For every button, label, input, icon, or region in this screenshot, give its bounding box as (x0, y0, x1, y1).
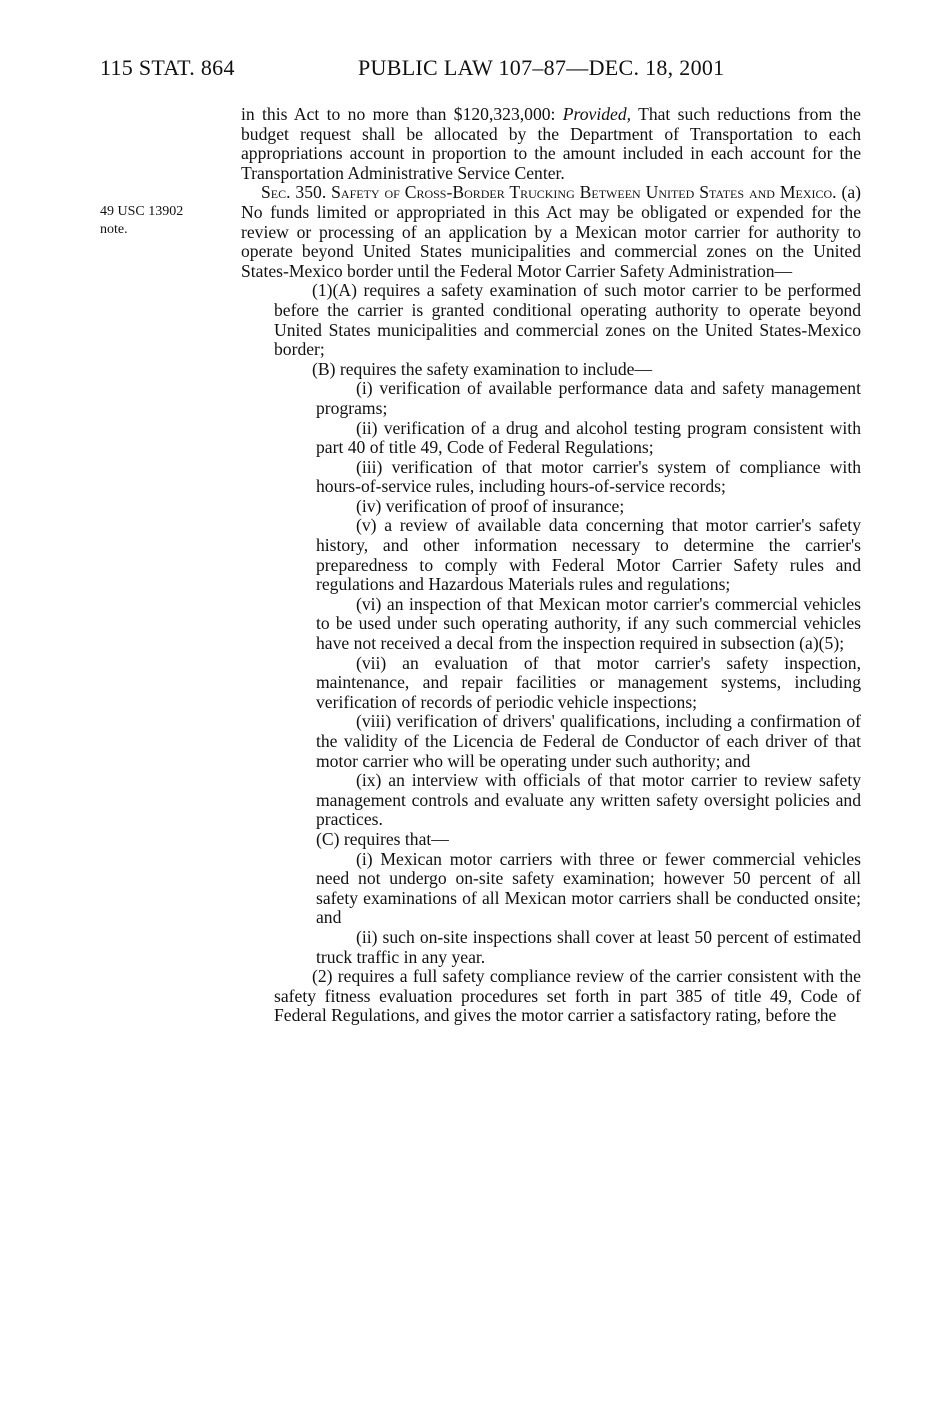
clause-B-vi: (vi) an inspection of that Mexican motor carrier's commercial vehicles to be used under such operating authority, if any such commercial vehicles have not received a decal from the inspection required in subsection (a)(5); (316, 593, 861, 654)
margin-note-citation: 49 USC 13902 (100, 204, 184, 219)
section-350-paragraph (241, 183, 861, 281)
paragraph-2: (2) requires a full safety compliance review of the carrier consistent with the safety fitness evaluation procedures set forth in part 385 of title 49, Code of Federal Regulations, and gives the motor carrier a satisfactory rating, before the (274, 966, 861, 1026)
clause-B-ii: (ii) verification of a drug and alcohol testing program consistent with part 40 of title 49, Code of Federal Regulations; (316, 417, 861, 458)
paragraph-1A: (1)(A) requires a safety examination of such motor carrier to be performed before the carrier is granted conditional operating authority to operate beyond United States municipalities and commercial zones on the United States-Mexico border; (274, 280, 861, 360)
clause-B-iv: (iv) verification of proof of insurance; (356, 495, 625, 516)
provided-proviso: Provided, (562, 104, 632, 124)
clause-C-ii: (ii) such on-site inspections shall cover at least 50 percent of estimated truck traffic in any year. (316, 926, 861, 967)
public-law-title: PUBLIC LAW 107–87—DEC. 18, 2001 (358, 55, 725, 80)
statute-citation: 115 STAT. 864 (100, 55, 235, 80)
section-heading: Safety of Cross-Border Trucking Between United States and Mexico. (331, 182, 837, 203)
paragraph-C: (C) requires that— (316, 828, 449, 849)
clause-B-v: (v) a review of available data concerning that motor carrier's safety history, and other information necessary to determine the carrier's preparedness to comply with Federal Motor Carrier Safety rules and regulations and Hazardous Materials rules and regulations; (316, 515, 861, 595)
clause-B-ix: (ix) an interview with officials of that motor carrier to review safety management controls and evaluate any written safety oversight policies and practices. (316, 770, 861, 830)
page-header (100, 55, 860, 89)
section-number: Sec. 350. (261, 182, 332, 203)
paragraph-B: (B) requires the safety examination to include— (312, 358, 653, 379)
clause-B-vii: (vii) an evaluation of that motor carrier's safety inspection, maintenance, and repair facilities or management systems, including verification of records of periodic vehicle inspections; (316, 652, 861, 712)
margin-note-suffix: note. (100, 222, 128, 237)
clause-B-iii: (iii) verification of that motor carrier's system of compliance with hours-of-service rules, including hours-of-service records; (316, 456, 861, 497)
margin-note (100, 203, 220, 239)
clause-B-viii: (viii) verification of drivers' qualifications, including a confirmation of the validity of the Licencia de Federal de Conductor of each driver of that motor carrier who will be operating under such authority; and (316, 711, 861, 771)
clause-C-i: (i) Mexican motor carriers with three or fewer commercial vehicles need not undergo on-site safety examination; however 50 percent of all safety examinations of all Mexican motor carriers shall be conducted onsite; and (316, 848, 861, 928)
intro-paragraph (241, 105, 861, 183)
intro-text: in this Act to no more than $120,323,000: (241, 104, 563, 124)
body-text (241, 105, 861, 1026)
clause-B-i: (i) verification of available performance data and safety management programs; (316, 378, 861, 418)
intro-text-continued: That such reductions from the budget request shall be allocated by the Department of Transportation to each appropriations account in proportion to the amount included in each account for the Transportation Administrative Service Center. (241, 104, 861, 183)
section-text: (a) No funds limited or appropriated in this Act may be obligated or expended for the review or processing of an application by a Mexican motor carrier for authority to operate beyond United States municipalities and commercial zones on the United States-Mexico border until the Federal Motor Carrier Safety Administration— (241, 182, 861, 281)
